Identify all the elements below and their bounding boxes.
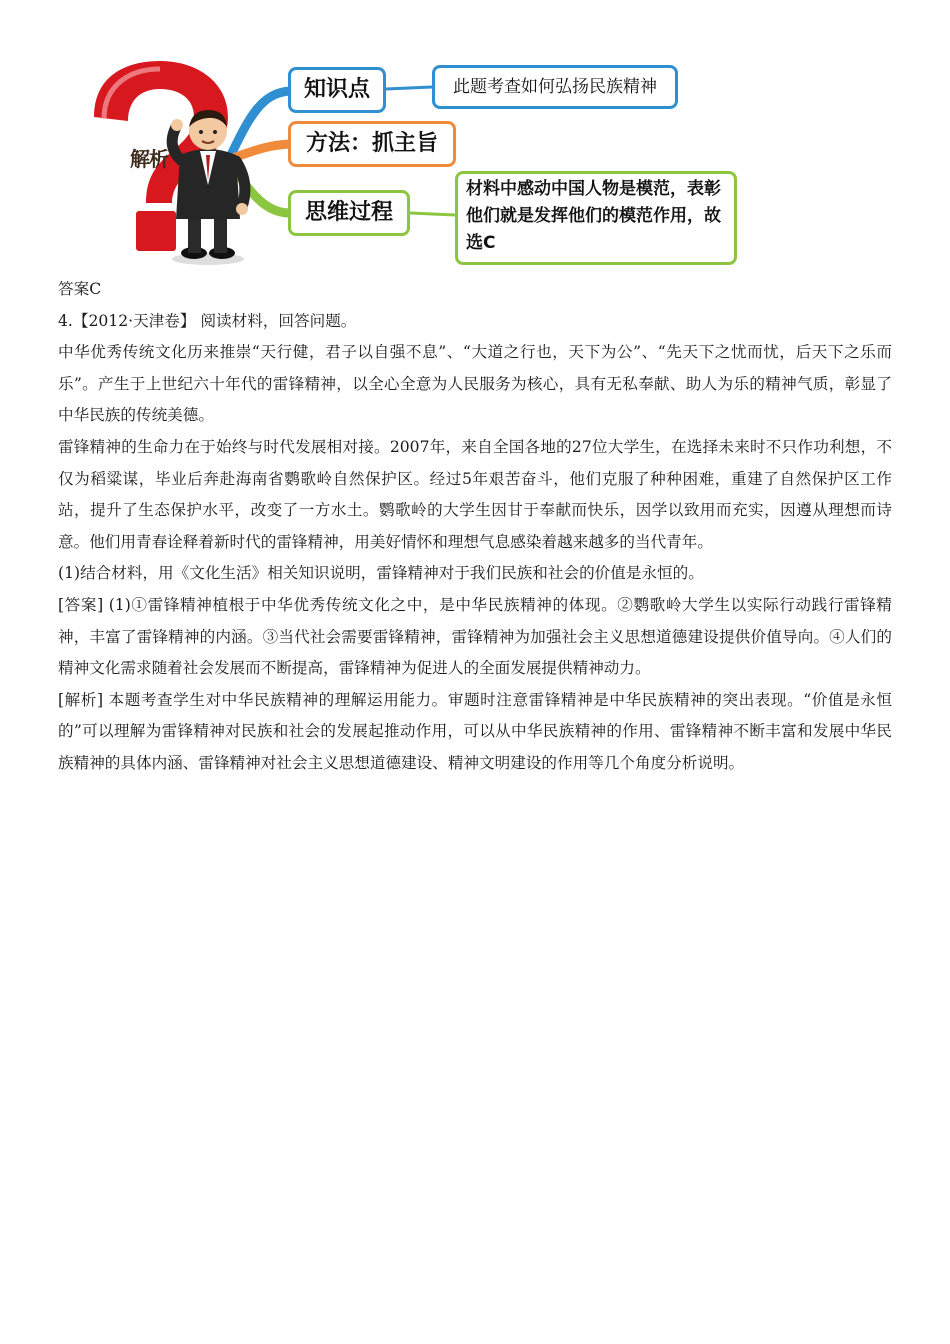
thinking-detail-box: 材料中感动中国人物是模范，表彰他们就是发挥他们的模范作用，故选C (455, 171, 737, 265)
answer-line: 答案C (58, 280, 102, 298)
analysis-mindmap-figure (80, 55, 760, 270)
connector-blue-detail (386, 87, 432, 89)
cartoon-businessman (171, 110, 248, 265)
question-text-block (58, 274, 892, 780)
answer-paragraph: [答案] (1)①雷锋精神植根于中华优秀传统文化之中，是中华民族精神的体现。②鹦歌岭大学生以实际行动践行雷锋精神，丰富了雷锋精神的内涵。③当代社会需要雷锋精神，雷锋精神为加强社会主义思想道德建设提供价值导向。④人们的精神文化需求随着社会发展而不断提高，雷锋精神为促进人的全面发展提供精神动力。 (58, 595, 892, 678)
analysis-paragraph: [解析] 本题考查学生对中华民族精神的理解运用能力。审题时注意雷锋精神是中华民族精神的突出表现。“价值是永恒的”可以理解为雷锋精神对民族和社会的发展起推动作用，可以从中华民族精神的作用、雷锋精神不断丰富和发展中华民族精神的具体内涵、雷锋精神对社会主义思想道德建设、精神文明建设的作用等几个角度分析说明。 (58, 690, 892, 772)
material-paragraph-1: 中华优秀传统文化历来推崇“天行健，君子以自强不息”、“大道之行也，天下为公”、“先天下之忧而忧，后天下之乐而乐”。产生于上世纪六十年代的雷锋精神，以全心全意为人民服务为核心，具有无私奉献、助人为乐的精神气质，彰显了中华民族的传统美德。 (58, 343, 892, 425)
method-box: 方法：抓主旨 (288, 121, 456, 167)
material-paragraph-2: 雷锋精神的生命力在于始终与时代发展相对接。2007年，来自全国各地的27位大学生，在选择未来时不只作功利想，不仅为稻粱谋，毕业后奔赴海南省鹦歌岭自然保护区。经过5年艰苦奋斗，他们克服了种种困难，重建了自然保护区工作站，提升了生态保护水平，改变了一方水土。鹦歌岭的大学生因甘于奉献而快乐，因学以致用而充实，因遵从理想而诗意。他们用青春诠释着新时代的雷锋精神，用美好情怀和理想气息感染着越来越多的当代青年。 (58, 437, 892, 551)
connector-green-detail (410, 213, 455, 215)
question-heading: 4.【2012·天津卷】 阅读材料，回答问题。 (58, 311, 357, 330)
analysis-overlay-label: 解析 (130, 147, 168, 171)
thinking-process-box: 思维过程 (288, 190, 410, 236)
knowledge-point-box: 知识点 (288, 67, 386, 113)
knowledge-detail-box: 此题考查如何弘扬民族精神 (432, 65, 678, 109)
sub-question: (1)结合材料，用《文化生活》相关知识说明，雷锋精神对于我们民族和社会的价值是永恒的。 (58, 564, 704, 583)
